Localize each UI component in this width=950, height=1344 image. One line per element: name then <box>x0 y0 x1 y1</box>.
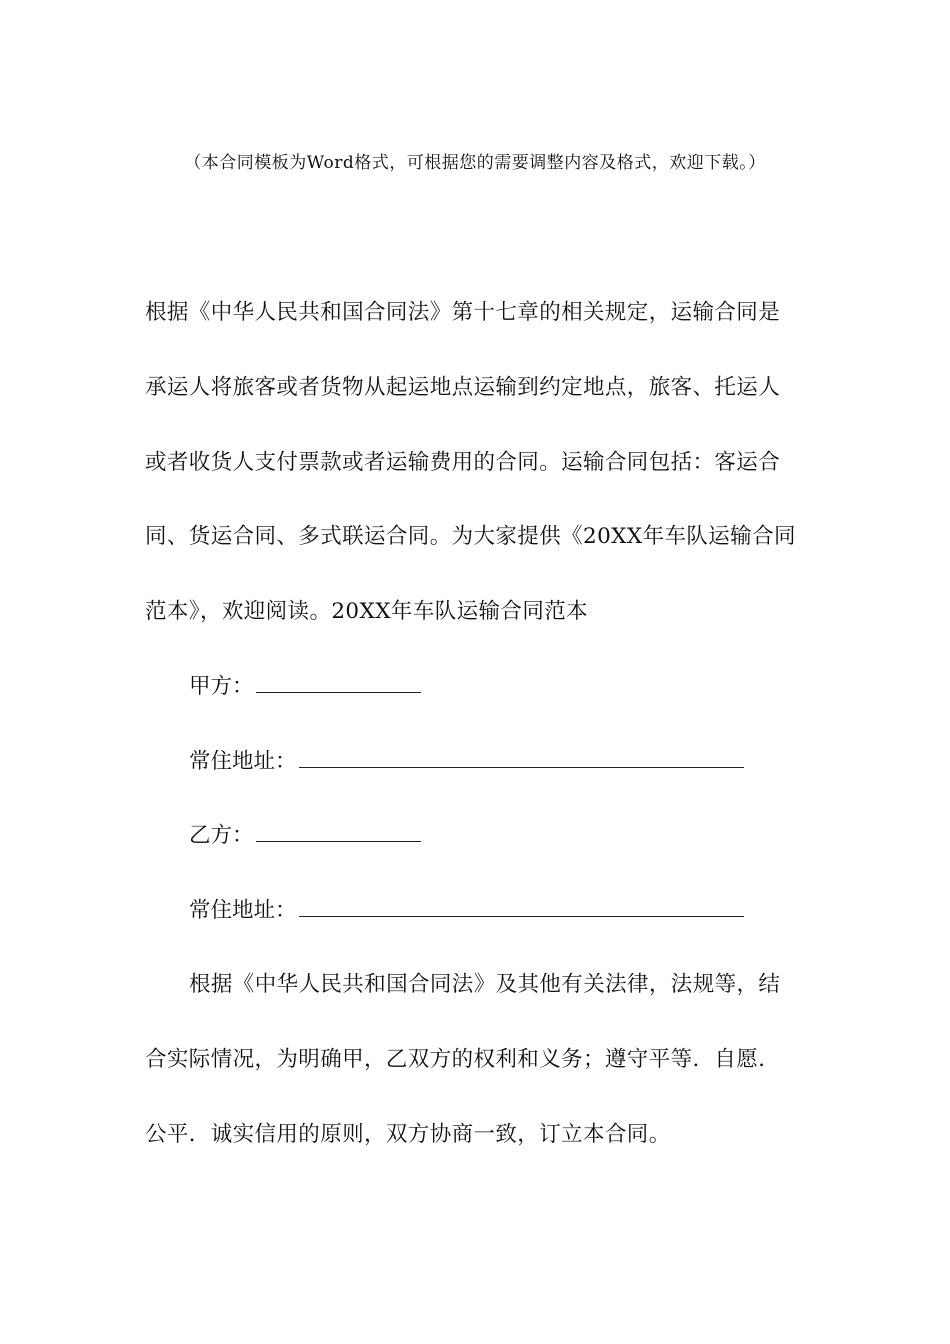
intro-line: 根据《中华人民共和国合同法》第十七章的相关规定，运输合同是 <box>145 300 781 325</box>
party-b-blank <box>256 821 421 842</box>
party-b-address-blank <box>299 896 744 917</box>
intro-line: 范本》，欢迎阅读。20XX年车队运输合同范本 <box>145 599 589 624</box>
basis-line: 合实际情况，为明确甲，乙双方的权利和义务；遵守平等．自愿． <box>145 1047 781 1072</box>
party-b-address-field <box>189 896 744 926</box>
party-a-address-blank <box>299 747 744 768</box>
party-b-label: 乙方： <box>189 823 254 848</box>
party-b-address-label: 常住地址： <box>189 898 297 923</box>
basis-line: 根据《中华人民共和国合同法》及其他有关法律，法规等，结 <box>189 972 781 997</box>
template-note: （本合同模板为Word格式，可根据您的需要调整内容及格式，欢迎下载。） <box>184 153 766 173</box>
party-a-address-field <box>189 747 744 777</box>
party-a-field <box>189 672 421 702</box>
party-a-blank <box>256 672 421 693</box>
party-a-label: 甲方： <box>189 674 254 699</box>
intro-line: 承运人将旅客或者货物从起运地点运输到约定地点，旅客、托运人 <box>145 375 781 400</box>
intro-line: 同、货运合同、多式联运合同。为大家提供《20XX年车队运输合同 <box>145 524 796 549</box>
party-a-address-label: 常住地址： <box>189 749 297 774</box>
party-b-field <box>189 821 421 851</box>
intro-line: 或者收货人支付票款或者运输费用的合同。运输合同包括：客运合 <box>145 450 781 475</box>
basis-line: 公平．诚实信用的原则，双方协商一致，订立本合同。 <box>145 1122 671 1147</box>
